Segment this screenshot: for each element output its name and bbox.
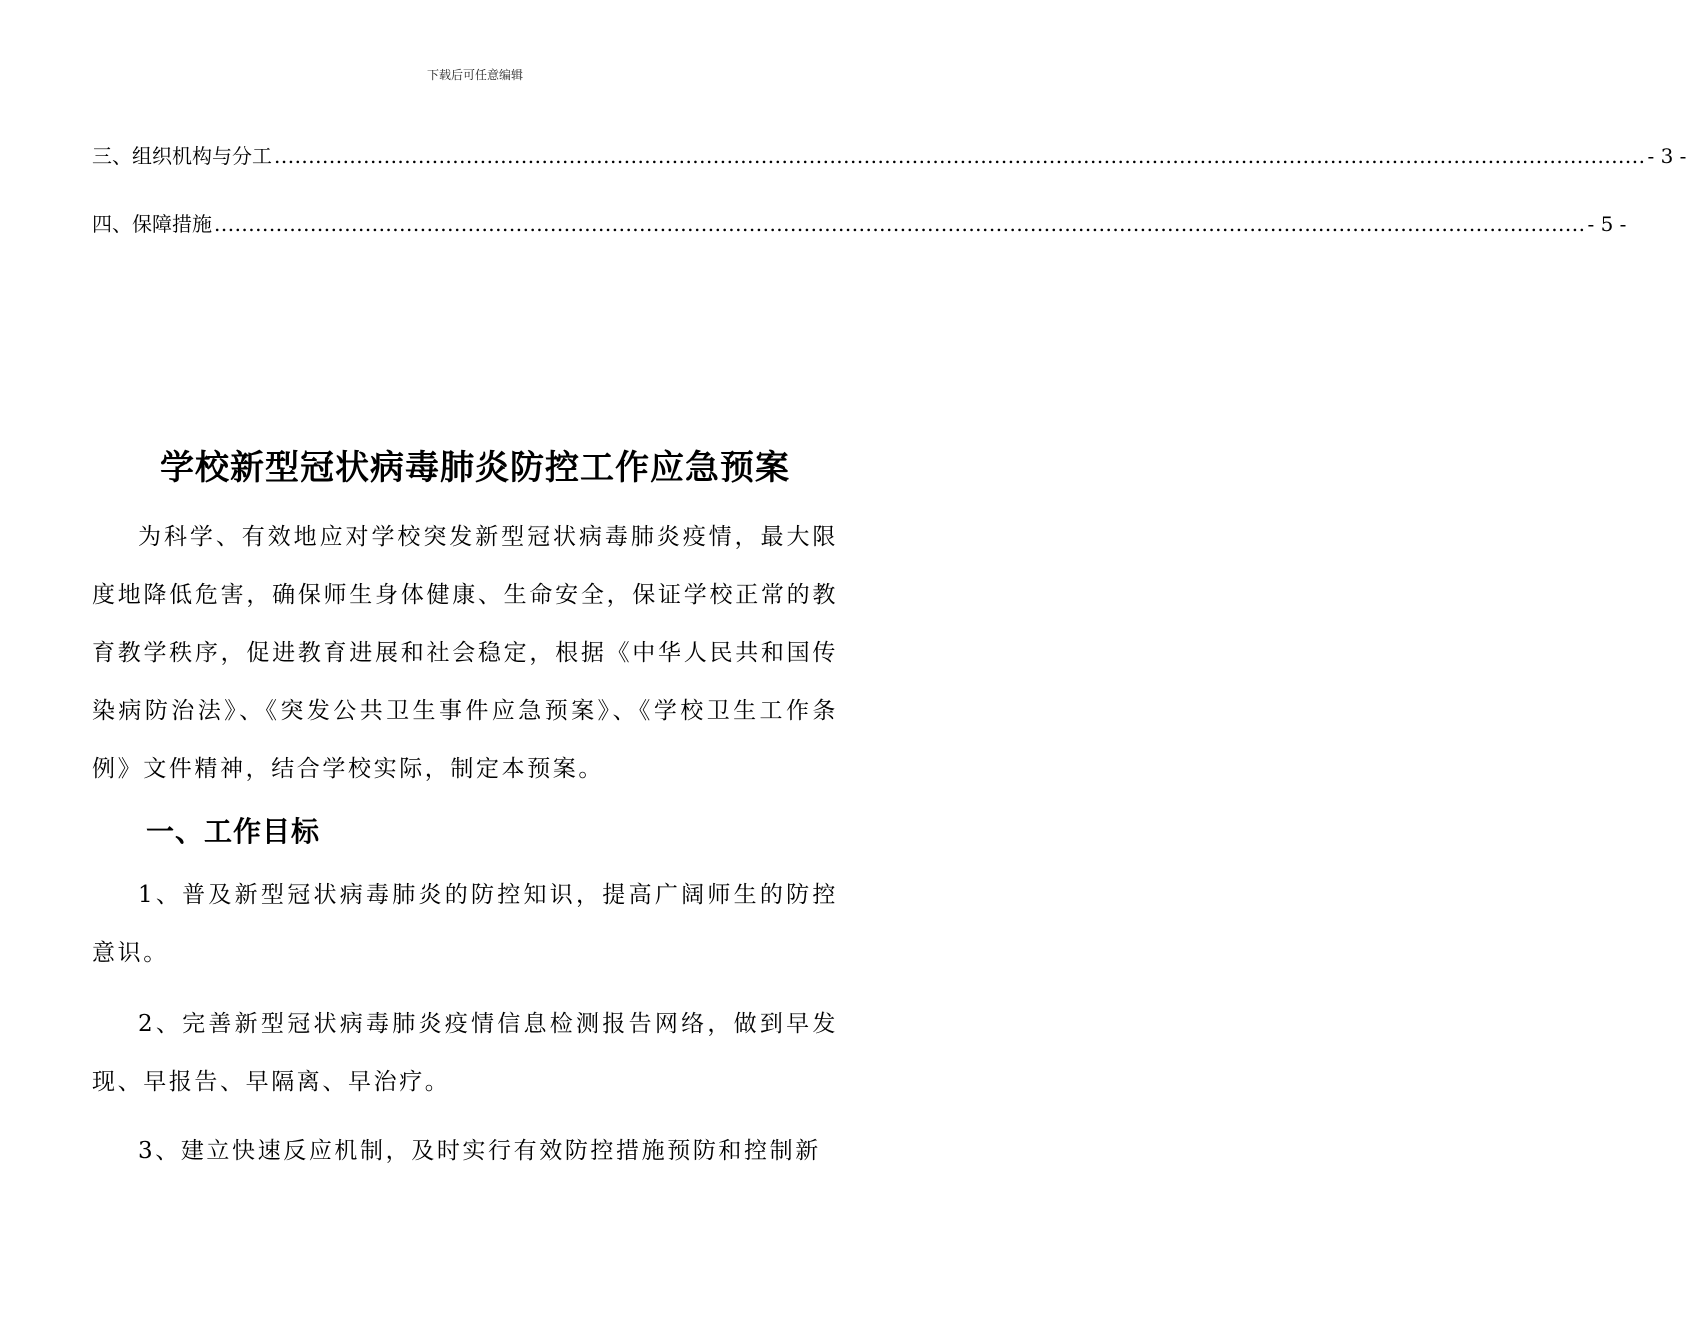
toc-entry-label: 四、保障措施 [92, 212, 212, 236]
list-item: 1、普及新型冠状病毒肺炎的防控知识，提高广阔师生的防控意识。 [92, 882, 838, 966]
page-header-note: 下载后可任意编辑 [426, 68, 523, 82]
list-item: 3、建立快速反应机制，及时实行有效防控措施预防和控制新 [138, 1138, 821, 1164]
toc-dot-leader: ........................................................................................................................................................................................................ [214, 212, 1586, 236]
list-item: 2、完善新型冠状病毒肺炎疫情信息检测报告网络，做到早发现、早报告、早隔离、早治疗。 [92, 1011, 838, 1095]
intro-paragraph: 为科学、有效地应对学校突发新型冠状病毒肺炎疫情，最大限度地降低危害，确保师生身体健康、生命安全，保证学校正常的教育教学秩序，促进教育进展和社会稳定，根据《中华人民共和国传染病防治法》、《突发公共卫生事件应急预案》、《学校卫生工作条例》文件精神，结合学校实际，制定本预案。 [92, 524, 838, 782]
toc-dot-leader: ........................................................................................................................................................................................................ [274, 144, 1646, 168]
toc-entry[interactable] [92, 140, 1686, 169]
toc-entry-page: - 3 - [1647, 144, 1686, 168]
section-heading: 一、工作目标 [146, 815, 321, 848]
document-title: 学校新型冠状病毒肺炎防控工作应急预案 [160, 448, 790, 488]
toc-entry-page: - 5 - [1587, 212, 1627, 236]
toc-entry[interactable] [92, 208, 1627, 237]
toc-entry-label: 三、组织机构与分工 [92, 144, 272, 168]
